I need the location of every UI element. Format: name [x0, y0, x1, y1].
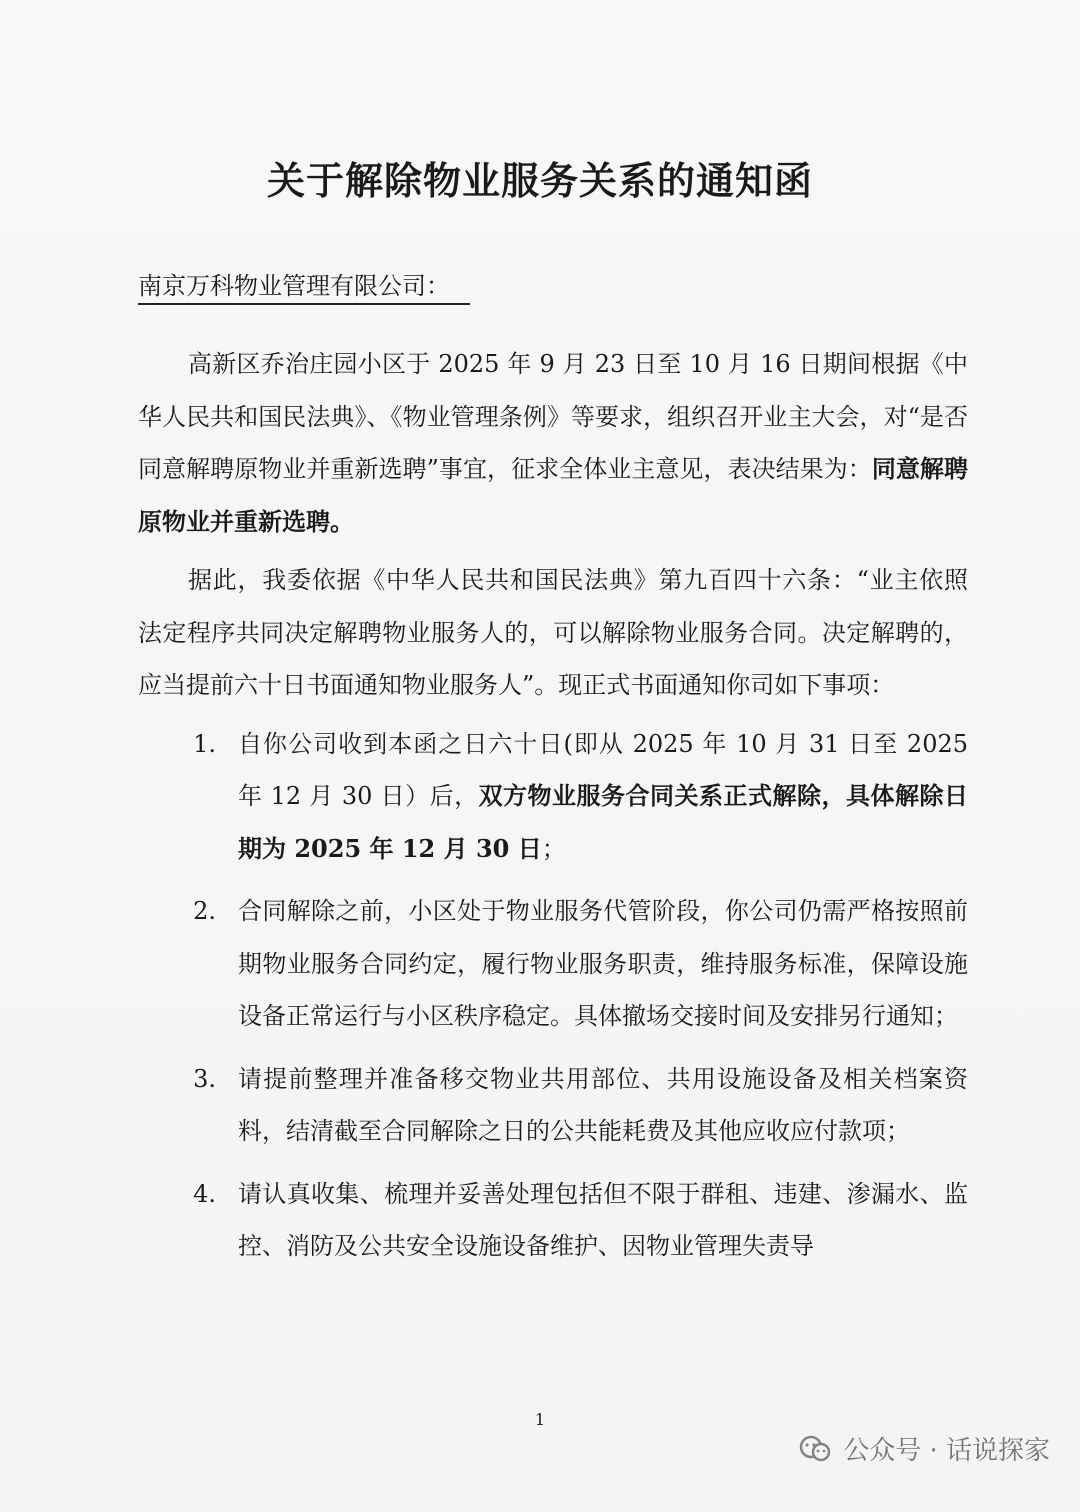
paragraph-1-result: 同意解聘原物业并重新选聘。 — [138, 454, 968, 536]
item-text: 合同解除之前，小区处于物业服务代管阶段，你公司仍需严格按照前期物业服务合同约定，履行物业服务职责，维持服务标准，保障设施设备正常运行与小区秩序稳定。具体撤场交接时间及安排另行通知； — [238, 897, 968, 1030]
item-number: 1. — [193, 729, 216, 758]
list-item — [138, 885, 968, 1043]
item-text — [238, 718, 968, 876]
paragraph-1-text: 高新区乔治庄园小区于 2025 年 9 月 23 日至 10 月 16 日期间根据《中华人民共和国民法典》、《物业管理条例》等要求，组织召开业主大会，对“是否同意解聘原物业并重新选聘”事宜，征求全体业主意见，表决结果为： — [138, 350, 968, 483]
paragraph-1 — [138, 338, 968, 548]
wechat-channel-icon — [797, 1434, 833, 1464]
list-item — [138, 1168, 968, 1273]
item-text-normal: 自你公司收到本函之日六十日(即从 2025 年 10 月 31 日至 2025 年 12 月 30 日）后， — [238, 729, 968, 810]
list-item — [138, 718, 968, 876]
item-list — [138, 718, 968, 1273]
item-number: 3. — [193, 1064, 216, 1093]
page-number: 1 — [534, 1410, 546, 1429]
document-title: 关于解除物业服务关系的通知函 — [266, 159, 813, 203]
watermark-text: 公众号 · 话说探家 — [843, 1436, 1050, 1466]
item-text: 请认真收集、梳理并妥善处理包括但不限于群租、违建、渗漏水、监控、消防及公共安全设施设备维护、因物业管理失责导 — [238, 1179, 968, 1260]
document-body — [138, 338, 968, 1283]
addressee: 南京万科物业管理有限公司： — [138, 266, 470, 305]
paragraph-2: 据此，我委依据《中华人民共和国民法典》第九百四十六条：“业主依照法定程序共同决定解聘物业服务人的，可以解除物业服务合同。决定解聘的，应当提前六十日书面通知物业服务人”。现正式书面通知你司如下事项： — [138, 566, 968, 699]
item-text-tail: ； — [541, 834, 566, 863]
item-number: 4. — [193, 1179, 216, 1208]
item-number: 2. — [193, 897, 216, 925]
watermark — [797, 1430, 1050, 1467]
item-text-bold: 双方物业服务合同关系正式解除，具体解除日期为 2025 年 12 月 30 日 — [238, 781, 968, 863]
list-item — [138, 1053, 968, 1158]
item-text: 请提前整理并准备移交物业共用部位、共用设施设备及相关档案资料，结清截至合同解除之日的公共能耗费及其他应收应付款项； — [238, 1064, 968, 1145]
